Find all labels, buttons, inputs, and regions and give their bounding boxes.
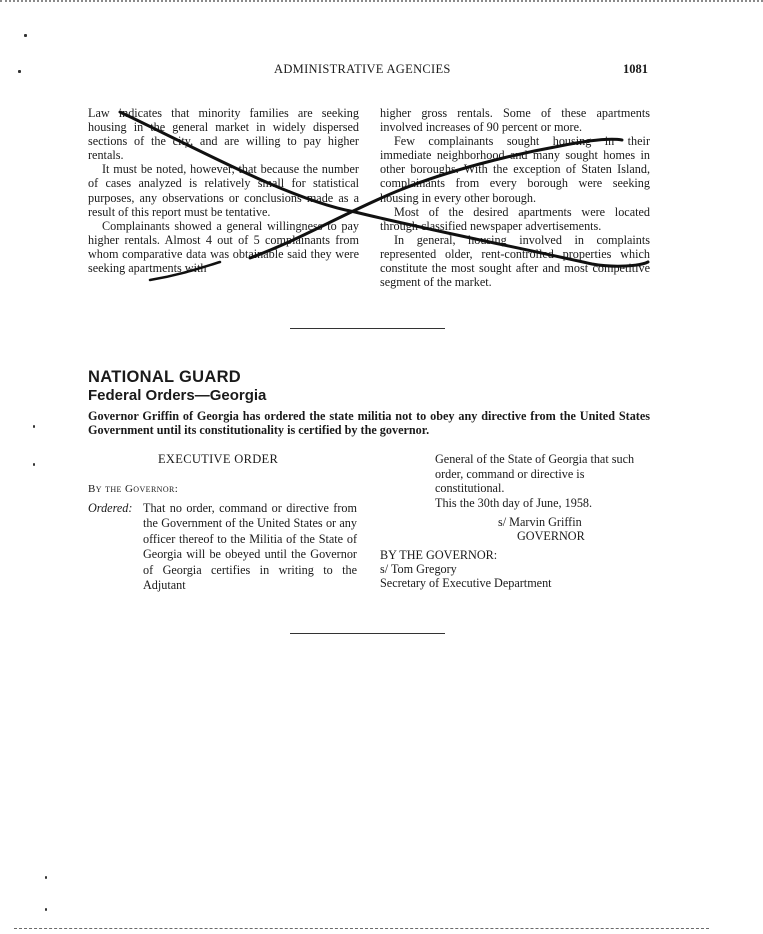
article-left-column [88,106,359,275]
scan-speck [18,70,21,73]
scan-top-edge [0,0,763,6]
scan-speck [33,463,35,466]
article-right-column [380,106,650,289]
scan-speck [45,876,47,879]
article-paragraph: Few complainants sought housing in their immediate neighborhood and many sought homes in other boroughs. With the exception of Staten Island, complainants from every borough were seeking housing in every other borough. [380,134,650,205]
governor-signature: s/ Marvin Griffin [498,515,582,529]
scan-speck [45,908,47,911]
attest-title: Secretary of Executive Department [380,576,552,590]
scan-bottom-edge [14,928,709,929]
section-summary: Governor Griffin of Georgia has ordered the state militia not to obey any directive from the United States Government until its constitutionality is certified by the governor. [88,409,650,437]
article-paragraph: Law indicates that minority families are seeking housing in the general market in widely dispersed sections of the city, and are willing to pay higher rentals. [88,106,359,163]
by-the-governor: By the Governor: [88,483,179,495]
continuation-text: General of the State of Georgia that such order, command or directive is constitutional. [435,452,635,495]
executive-order-continuation [435,452,649,510]
article-paragraph: higher gross rentals. Some of these apartments involved increases of 90 percent or more. [380,106,650,135]
executive-order-title: EXECUTIVE ORDER [158,452,279,466]
section-title: NATIONAL GUARD [88,368,241,386]
ordered-label: Ordered: [88,501,133,515]
article-paragraph: In general, housing involved in complaints represented older, rent-controlled properties which constitute the most sought after and most competitive segment of the market. [380,232,650,290]
article-paragraph: Most of the desired apartments were located through classified newspaper advertisements. [380,204,650,233]
section-subtitle: Federal Orders—Georgia [88,387,267,404]
article-paragraph: It must be noted, however, that because the number of cases analyzed is relatively small for statistical purposes, any observations or conclusions made as a result of this report must be tentative. [88,162,359,219]
page-number: 1081 [623,62,648,76]
scan-speck [33,425,35,428]
running-head: ADMINISTRATIVE AGENCIES [274,62,451,76]
article-paragraph: Complainants showed a general willingness to pay higher rentals. Almost 4 out of 5 complainants from whom comparative data was obtainable said they were seeking apartments with [88,218,359,276]
ordered-text: That no order, command or directive from the Government of the United States or any officer thereof to the Militia of the State of Georgia will be obeyed until the Governor of Georgia certifies in writing to the Adjutant [143,501,357,593]
date-line: This the 30th day of June, 1958. [435,495,593,510]
end-divider [290,633,445,634]
attest-label: BY THE GOVERNOR: [380,548,498,562]
section-divider [290,328,445,329]
attest-signature: s/ Tom Gregory [380,562,457,576]
scan-speck [24,34,27,37]
governor-title: GOVERNOR [517,529,585,543]
